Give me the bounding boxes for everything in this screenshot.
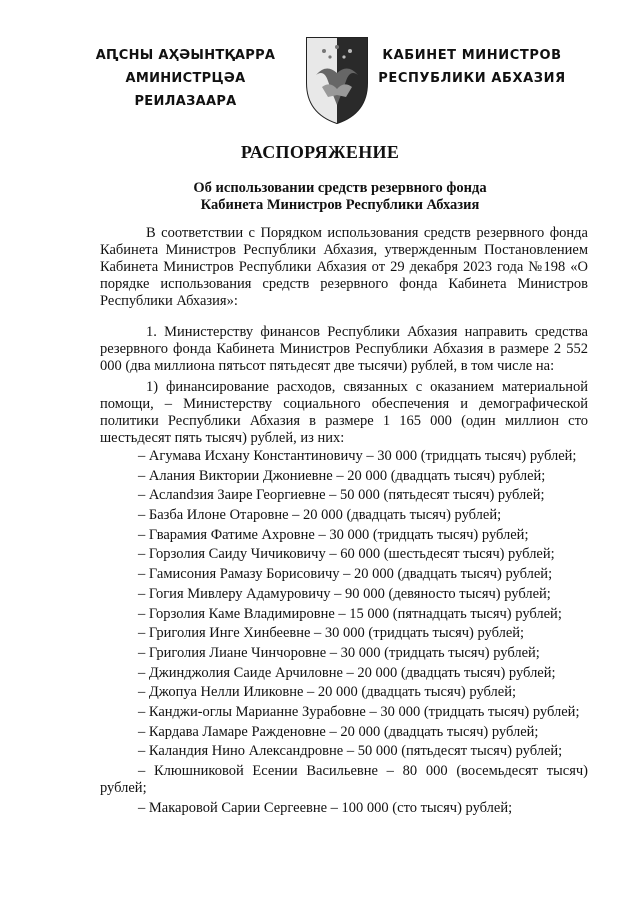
list-item: – Канджи-оглы Марианне Зурабовне – 30 000 (тридцать тысяч) рублей; [138,703,580,720]
document-subtitle [100,180,580,214]
abkhazia-coat-of-arms-icon [302,35,372,125]
point-1: 1. Министерству финансов Республики Абхазия направить средства резервного фонда Кабинета Министров Республики Абхазия в размере 2 552 000 (два миллиона пятьсот пятьдесят две тысячи) рублей, в том числе на: [100,324,588,374]
list-item: – Базба Илоне Отаровне – 20 000 (двадцать тысяч) рублей; [138,507,502,524]
list-item: – Григолия Лиане Чинчоровне – 30 000 (тридцать тысяч) рублей; [138,644,540,661]
intro-paragraph: В соответствии с Порядком использования средств резервного фонда Кабинета Министров Республики Абхазия, утвержденным Постановлением Кабинета Министров Республики Абхазия от 29 декабря 2023 года №198 «О порядке использования средств резервного фонда Кабинета Министров Республики Абхазия»: [100,225,588,309]
list-item: – Григолия Инге Хинбеевне – 30 000 (тридцать тысяч) рублей; [138,625,525,642]
document-title: РАСПОРЯЖЕНИЕ [240,142,400,162]
list-item: – Горзолия Каме Владимировне – 15 000 (пятнадцать тысяч) рублей; [138,605,562,622]
list-item: – Клюшниковой Есении Васильевне – 80 000 (восемьдесят тысяч) рублей; [100,763,588,796]
list-item: – Аслandзия Заире Георгиевне – 50 000 (пятьдесят тысяч) рублей; [138,487,545,504]
letterhead-abkhaz-line2: АМИНИСТРЦӘА РЕИЛАЗААРА [125,71,246,109]
list-item: – Алания Виктории Джониевне – 20 000 (двадцать тысяч) рублей; [138,467,546,484]
subpoint-1: 1) финансирование расходов, связанных с оказанием материальной помощи, – Министерству социального обеспечения и демографической политики Республики Абхазия в размере 1 165 000 (один миллион сто шестьдесят пять тысяч) рублей, из них: [100,379,588,446]
list-item: – Джинджолия Саиде Арчиловне – 20 000 (двадцать тысяч) рублей; [138,664,556,681]
list-item: – Агумава Исхану Константиновичу – 30 000 (тридцать тысяч) рублей; [138,448,577,464]
recipient-list [100,448,588,817]
letterhead-russian [372,44,572,90]
list-item: – Джопуа Нелли Иликовне – 20 000 (двадцать тысяч) рублей; [138,684,516,701]
subtitle-line2: Кабинета Министров Республики Абхазия [200,197,480,213]
list-item: – Каландия Нино Александровне – 50 000 (пятьдесят тысяч) рублей; [138,743,563,760]
list-item: – Гварамия Фатиме Ахровне – 30 000 (тридцать тысяч) рублей; [138,526,529,543]
document-body [100,225,588,819]
letterhead-abkhaz [78,44,293,113]
letterhead-russian-line2: РЕСПУБЛИКИ АБХАЗИЯ [378,71,566,86]
list-item: – Кардава Ламаре Рaжденовне – 20 000 (двадцать тысяч) рублей; [138,723,539,740]
list-item: – Гамисония Рамазу Борисовичу – 20 000 (двадцать тысяч) рублей; [138,566,553,583]
letterhead-russian-line1: КАБИНЕТ МИНИСТРОВ [382,48,562,63]
letterhead-abkhaz-line1: АԤСНЫ АҲӘЫНТҚАРРА [95,48,276,63]
list-item: – Гогия Мивлеру Адамуровичу – 90 000 (девяносто тысяч) рублей; [138,585,551,602]
list-item: – Горзолия Саиду Чичиковичу – 60 000 (шестьдесят тысяч) рублей; [138,546,555,563]
list-item: – Макаровой Сарии Сергеевне – 100 000 (сто тысяч) рублей; [138,799,513,816]
subtitle-line1: Об использовании средств резервного фонда [193,180,487,196]
letterhead [0,0,640,130]
